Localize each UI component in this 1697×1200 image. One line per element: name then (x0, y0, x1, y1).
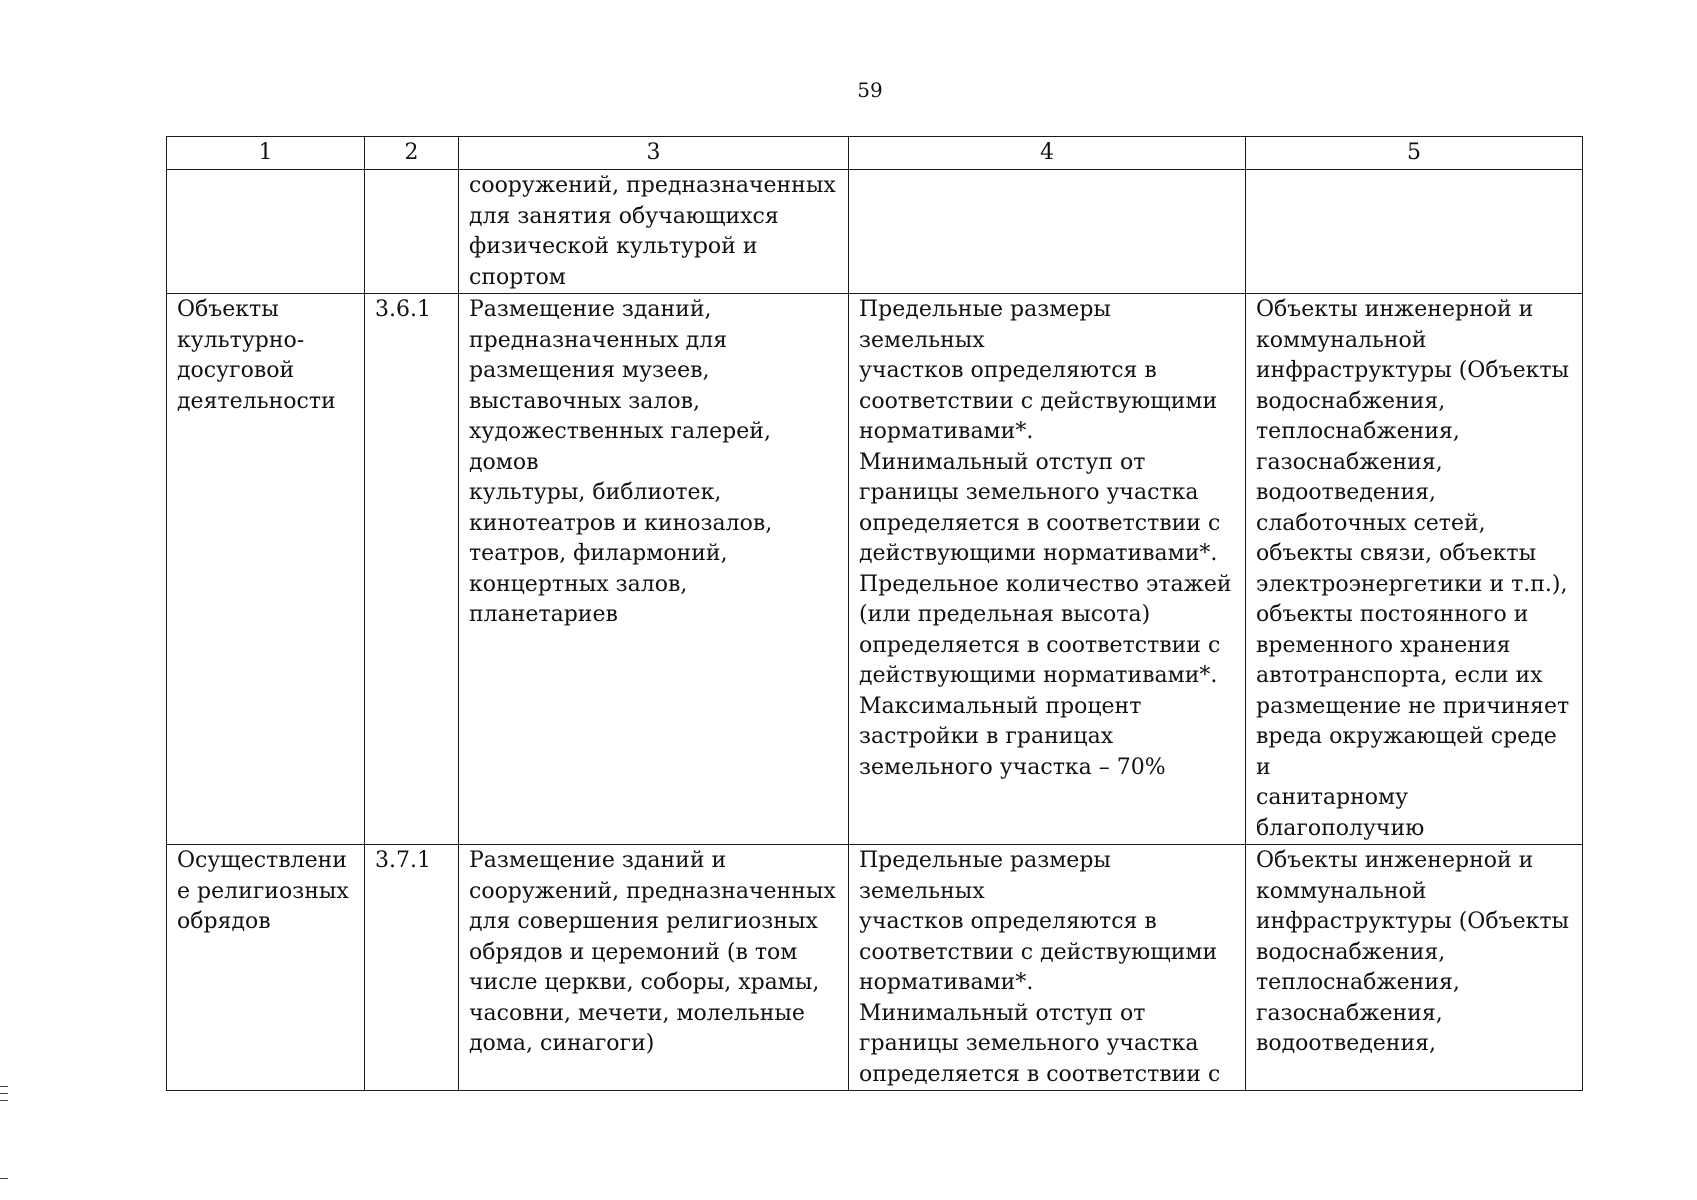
use-name-cell: Объекты культурно- досуговой деятельности (167, 294, 365, 845)
use-name-cell (167, 170, 365, 294)
parameters-cell: Предельные размеры земельных участков определяются в соответствии с действующими нормативами*. Минимальный отступ от границы земельного участка определяется в соответствии с (849, 845, 1246, 1091)
use-description-cell: Размещение зданий, предназначенных для размещения музеев, выставочных залов, художественных галерей, домов культуры, библиотек, кинотеатров и кинозалов, театров, филармоний, концертных залов, планетариев (459, 294, 849, 845)
header-row (167, 137, 1583, 170)
table-row (167, 845, 1583, 1091)
header-col-1: 1 (167, 137, 365, 170)
auxiliary-uses-cell: Объекты инженерной и коммунальной инфраструктуры (Объекты водоснабжения, теплоснабжения, газоснабжения, водоотведения, (1246, 845, 1583, 1091)
scan-mark (0, 1086, 8, 1087)
scan-mark (0, 1093, 8, 1094)
use-code-cell (365, 170, 459, 294)
scan-mark (0, 1100, 8, 1101)
header-col-5: 5 (1246, 137, 1583, 170)
auxiliary-uses-cell: Объекты инженерной и коммунальной инфраструктуры (Объекты водоснабжения, теплоснабжения, газоснабжения, водоотведения, слаботочных сетей, объекты связи, объекты электроэнергетики и т.п.), объекты постоянного и временного хранения автотранспорта, если их размещение не причиняет вреда окружающей среде и санитарному благополучию (1246, 294, 1583, 845)
header-col-2: 2 (365, 137, 459, 170)
land-use-table (166, 136, 1583, 1091)
use-description-cell: Размещение зданий и сооружений, предназначенных для совершения религиозных обрядов и церемоний (в том числе церкви, соборы, храмы, часовни, мечети, молельные дома, синагоги) (459, 845, 849, 1091)
use-description-cell: сооружений, предназначенных для занятия обучающихся физической культурой и спортом (459, 170, 849, 294)
header-col-4: 4 (849, 137, 1246, 170)
use-code-cell: 3.7.1 (365, 845, 459, 1091)
parameters-cell: Предельные размеры земельных участков определяются в соответствии с действующими нормативами*. Минимальный отступ от границы земельного участка определяется в соответствии с действующими нормативами*. Предельное количество этажей (или предельная высота) определяется в соответствии с действующими нормативами*. Максимальный процент застройки в границах земельного участка – 70% (849, 294, 1246, 845)
use-code-cell: 3.6.1 (365, 294, 459, 845)
auxiliary-uses-cell (1246, 170, 1583, 294)
parameters-cell (849, 170, 1246, 294)
table-row (167, 294, 1583, 845)
table-row (167, 170, 1583, 294)
header-col-3: 3 (459, 137, 849, 170)
scan-mark (0, 1178, 8, 1179)
page-number: 59 (857, 78, 883, 102)
use-name-cell: Осуществлени е религиозных обрядов (167, 845, 365, 1091)
